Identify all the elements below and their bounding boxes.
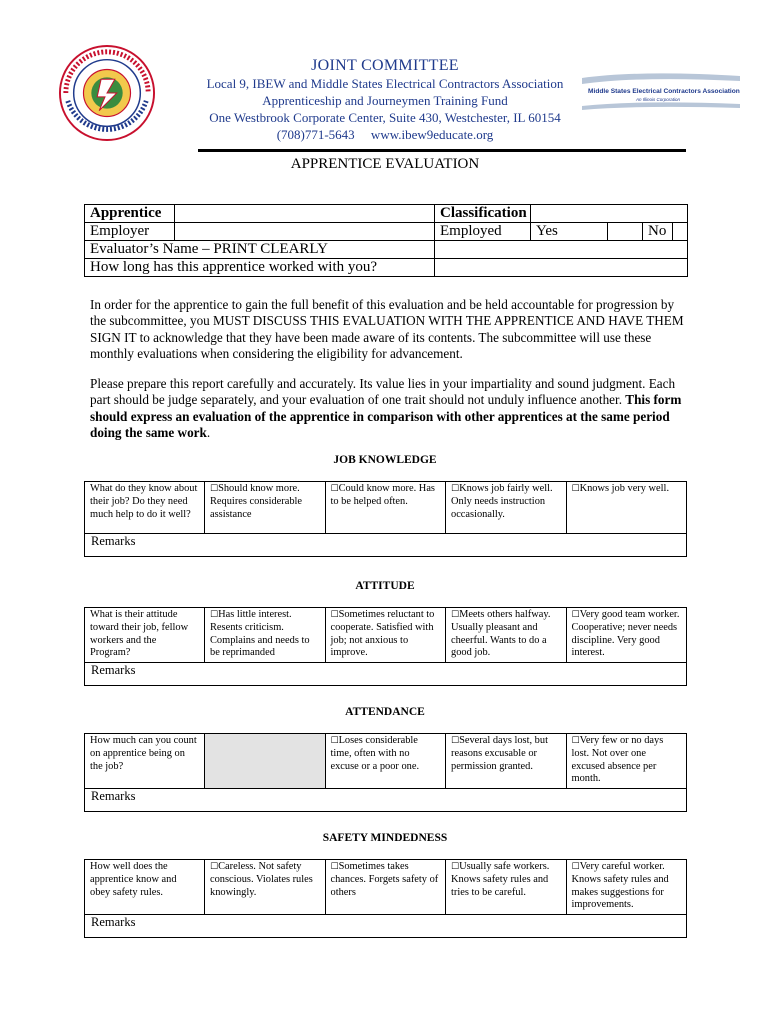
employed-no-label: No [643, 223, 673, 241]
attendance-option-shaded-blank [205, 734, 326, 789]
job-knowledge-option-2[interactable]: ☐Could know more. Has to be helped often. [325, 482, 446, 534]
header-text-block [200, 56, 570, 143]
attitude-table [84, 607, 687, 686]
right-logo-sub: An Illinois Corporation [636, 97, 681, 102]
evaluator-name-label: Evaluator’s Name – PRINT CLEARLY [85, 241, 435, 259]
org-line-2: Apprenticeship and Journeymen Training Fund [262, 93, 508, 108]
attendance-option-2[interactable]: ☐Several days lost, but reasons excusable or permission granted. [446, 734, 567, 789]
safety-option-1[interactable]: ☐Careless. Not safety conscious. Violates rules knowingly. [205, 860, 326, 915]
how-long-input[interactable] [435, 259, 688, 277]
employed-yes-label: Yes [531, 223, 608, 241]
instructions-paragraph-2: Please prepare this report carefully and accurately. Its value lies in your impartiality and sound judgment. Each part should be judge separately, and your evaluation of one trait should not unduly influence another. This form should express an evaluation of the apprentice in comparison with other apprentices at the same period doing the same work. [90, 376, 682, 440]
org-line-1: Local 9, IBEW and Middle States Electrical Contractors Association [206, 76, 564, 91]
apprentice-label: Apprentice [85, 205, 175, 223]
attendance-remarks[interactable]: Remarks [85, 789, 687, 812]
header-divider [198, 149, 686, 152]
job-knowledge-option-1[interactable]: ☐Should know more. Requires considerable assistance [205, 482, 326, 534]
section-title-attitude: ATTITUDE [355, 580, 415, 592]
attitude-remarks[interactable]: Remarks [85, 663, 687, 686]
apprentice-input[interactable] [175, 205, 435, 223]
attitude-question: What is their attitude toward their job, fellow workers and the Program? [85, 608, 205, 663]
form-title: APPRENTICE EVALUATION [290, 156, 480, 172]
org-title: JOINT COMMITTEE [311, 57, 459, 74]
safety-remarks[interactable]: Remarks [85, 915, 687, 938]
instructions-paragraph-1: In order for the apprentice to gain the full benefit of this evaluation and be held accountable for progression by the subcommittee, you MUST DISCUSS THIS EVALUATION WITH THE APPRENTICE AND HAVE THEM SIGN IT to acknowledge that they have been made aware of its contents. The subcommittee will use these monthly evaluations when considering the eligibility for advancement. [90, 297, 684, 361]
safety-mindedness-table [84, 859, 687, 938]
org-contact: (708)771-5643 www.ibew9educate.org [276, 127, 494, 142]
safety-question: How well does the apprentice know and obey safety rules. [85, 860, 205, 915]
attitude-option-1[interactable]: ☐Has little interest. Resents criticism. Complains and needs to be reprimanded [205, 608, 326, 663]
org-address: One Westbrook Corporate Center, Suite 430, Westchester, IL 60154 [209, 110, 561, 125]
evaluator-name-input[interactable] [435, 241, 688, 259]
job-knowledge-option-4[interactable]: ☐Knows job very well. [566, 482, 687, 534]
safety-option-4[interactable]: ☐Very careful worker. Knows safety rules and makes suggestions for improvements. [566, 860, 687, 915]
employed-yes-box[interactable] [608, 223, 643, 241]
classification-input[interactable] [531, 205, 688, 223]
right-logo-name: Middle States Electrical Contractors Association [588, 88, 740, 95]
employer-label: Employer [85, 223, 175, 241]
employer-input[interactable] [175, 223, 435, 241]
job-knowledge-table [84, 481, 687, 557]
section-title-safety-mindedness: SAFETY MINDEDNESS [322, 832, 448, 844]
employed-no-box[interactable] [673, 223, 688, 241]
job-knowledge-question: What do they know about their job? Do they need much help to do it well? [85, 482, 205, 534]
local-9-ibew-seal-logo [58, 44, 156, 142]
job-knowledge-remarks[interactable]: Remarks [85, 534, 687, 557]
attendance-option-3[interactable]: ☐Very few or no days lost. Not over one excused absence per month. [566, 734, 687, 789]
attendance-table [84, 733, 687, 812]
section-title-attendance: ATTENDANCE [345, 706, 425, 718]
how-long-label: How long has this apprentice worked with you? [85, 259, 435, 277]
attitude-option-4[interactable]: ☐Very good team worker. Cooperative; never needs discipline. Very good interest. [566, 608, 687, 663]
safety-option-2[interactable]: ☐Sometimes takes chances. Forgets safety of others [325, 860, 446, 915]
section-title-job-knowledge: JOB KNOWLEDGE [333, 454, 437, 466]
classification-label: Classification [435, 205, 531, 223]
middle-states-logo [580, 72, 750, 112]
apprentice-info-table [84, 204, 688, 277]
attitude-option-3[interactable]: ☐Meets others halfway. Usually pleasant and cheerful. Wants to do a good job. [446, 608, 567, 663]
attendance-question: How much can you count on apprentice being on the job? [85, 734, 205, 789]
job-knowledge-option-3[interactable]: ☐Knows job fairly well. Only needs instruction occasionally. [446, 482, 567, 534]
employed-label: Employed [435, 223, 531, 241]
safety-option-3[interactable]: ☐Usually safe workers. Knows safety rules and tries to be careful. [446, 860, 567, 915]
attitude-option-2[interactable]: ☐Sometimes reluctant to cooperate. Satisfied with job; not anxious to improve. [325, 608, 446, 663]
attendance-option-1[interactable]: ☐Loses considerable time, often with no excuse or a poor one. [325, 734, 446, 789]
